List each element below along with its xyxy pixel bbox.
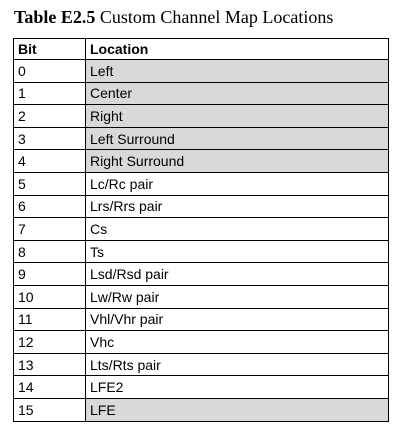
table-row <box>14 82 389 105</box>
location-cell: Left Surround <box>86 127 389 150</box>
location-cell: Vhl/Vhr pair <box>86 308 389 331</box>
location-cell: Left <box>86 60 389 83</box>
table-row <box>14 172 389 195</box>
table-row <box>14 150 389 173</box>
header-location: Location <box>86 39 389 60</box>
location-cell: Vhc <box>86 331 389 354</box>
bit-cell: 10 <box>14 285 86 308</box>
bit-cell: 4 <box>14 150 86 173</box>
bit-cell: 6 <box>14 195 86 218</box>
table-row <box>14 60 389 83</box>
location-cell: Right Surround <box>86 150 389 173</box>
table-row <box>14 398 389 421</box>
location-cell: Lrs/Rrs pair <box>86 195 389 218</box>
table-row <box>14 376 389 399</box>
table-row <box>14 195 389 218</box>
table-row <box>14 285 389 308</box>
channel-map-table <box>13 38 389 422</box>
bit-cell: 12 <box>14 331 86 354</box>
location-cell: LFE2 <box>86 376 389 399</box>
bit-cell: 14 <box>14 376 86 399</box>
table-caption-title: Custom Channel Map Locations <box>99 7 334 27</box>
location-cell: Cs <box>86 218 389 241</box>
bit-cell: 2 <box>14 105 86 128</box>
header-bit: Bit <box>14 39 86 60</box>
bit-cell: 1 <box>14 82 86 105</box>
location-cell: Lts/Rts pair <box>86 353 389 376</box>
table-body <box>14 60 389 422</box>
bit-cell: 7 <box>14 218 86 241</box>
table-row <box>14 127 389 150</box>
bit-cell: 5 <box>14 172 86 195</box>
bit-cell: 15 <box>14 398 86 421</box>
bit-cell: 3 <box>14 127 86 150</box>
table-row <box>14 240 389 263</box>
table-row <box>14 263 389 286</box>
bit-cell: 9 <box>14 263 86 286</box>
table-row <box>14 308 389 331</box>
bit-cell: 0 <box>14 60 86 83</box>
location-cell: Center <box>86 82 389 105</box>
location-cell: LFE <box>86 398 389 421</box>
location-cell: Ts <box>86 240 389 263</box>
bit-cell: 8 <box>14 240 86 263</box>
table-row <box>14 353 389 376</box>
location-cell: Right <box>86 105 389 128</box>
location-cell: Lsd/Rsd pair <box>86 263 389 286</box>
bit-cell: 13 <box>14 353 86 376</box>
table-row <box>14 105 389 128</box>
table-header-row <box>14 39 389 60</box>
location-cell: Lw/Rw pair <box>86 285 389 308</box>
table-row <box>14 218 389 241</box>
table-caption-label: Table E2.5 <box>14 7 96 27</box>
table-caption <box>14 6 333 28</box>
bit-cell: 11 <box>14 308 86 331</box>
table-row <box>14 331 389 354</box>
location-cell: Lc/Rc pair <box>86 172 389 195</box>
